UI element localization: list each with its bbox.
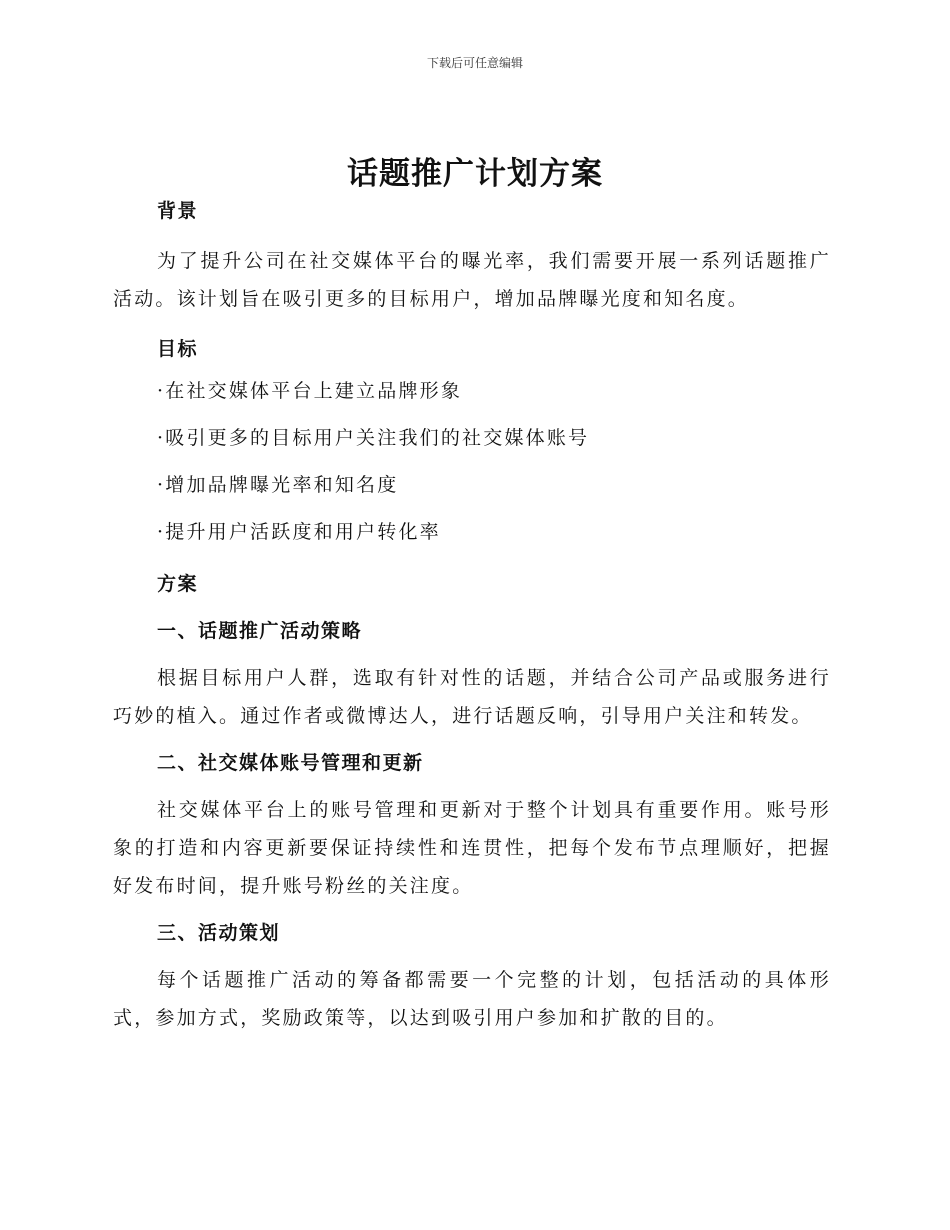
heading-account-management: 二、社交媒体账号管理和更新 — [157, 752, 424, 774]
heading-activity-planning: 三、活动策划 — [157, 922, 281, 944]
goal-item: ·提升用户活跃度和用户转化率 — [157, 521, 441, 543]
paragraph-account-management: 社交媒体平台上的账号管理和更新对于整个计划具有重要作用。账号形象的打造和内容更新要保证持续性和连贯性，把每个发布节点理顺好，把握好发布时间，提升账号粉丝的关注度。 — [113, 799, 831, 897]
paragraph-background: 为了提升公司在社交媒体平台的曝光率，我们需要开展一系列话题推广活动。该计划旨在吸引更多的目标用户，增加品牌曝光度和知名度。 — [113, 250, 831, 310]
goal-item: ·吸引更多的目标用户关注我们的社交媒体账号 — [157, 427, 590, 449]
heading-plan: 方案 — [157, 573, 199, 595]
document-title: 话题推广计划方案 — [347, 156, 603, 192]
heading-strategy: 一、话题推广活动策略 — [157, 620, 363, 642]
heading-goals: 目标 — [157, 338, 199, 360]
paragraph-strategy: 根据目标用户人群，选取有针对性的话题，并结合公司产品或服务进行巧妙的植入。通过作者或微博达人，进行话题反响，引导用户关注和转发。 — [113, 667, 831, 727]
document-body — [113, 192, 831, 1037]
paragraph-activity-planning: 每个话题推广活动的筹备都需要一个完整的计划，包括活动的具体形式，参加方式，奖励政策等，以达到吸引用户参加和扩散的目的。 — [113, 969, 831, 1029]
goal-item: ·在社交媒体平台上建立品牌形象 — [157, 380, 463, 402]
heading-background: 背景 — [157, 200, 199, 222]
goal-item: ·增加品牌曝光率和知名度 — [157, 474, 399, 496]
running-header: 下载后可任意编辑 — [426, 56, 523, 70]
